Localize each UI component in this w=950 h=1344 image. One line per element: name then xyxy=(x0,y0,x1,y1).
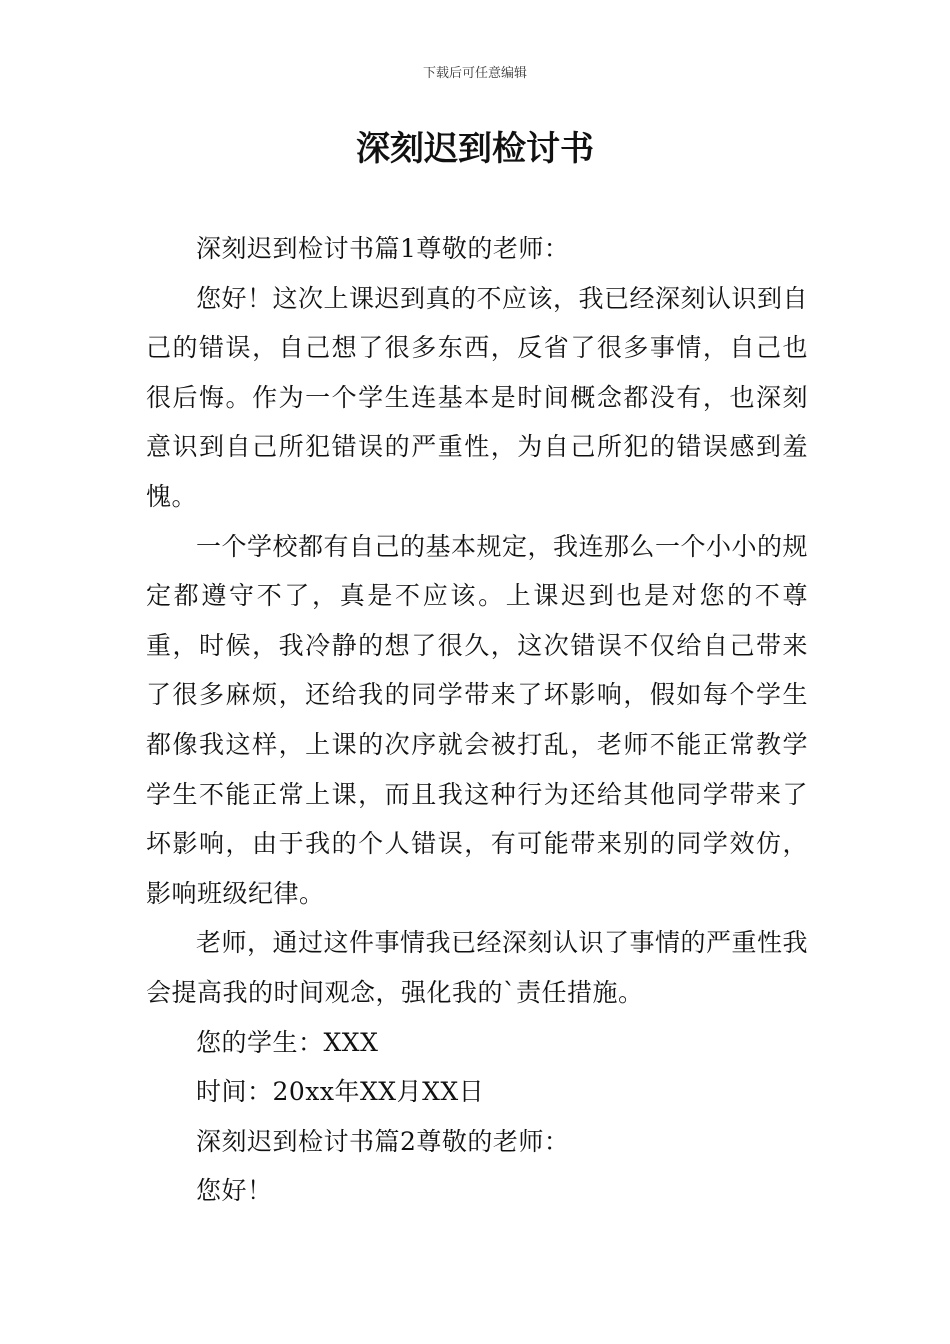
paragraph-greeting-apology: 您好！这次上课迟到真的不应该，我已经深刻认识到自己的错误，自己想了很多东西，反省了很多事情，自己也很后悔。作为一个学生连基本是时间概念都没有，也深刻意识到自己所犯错误的严重性，为自己所犯的错误感到羞愧。 xyxy=(146,283,809,511)
paragraph-school-rules: 一个学校都有自己的基本规定，我连那么一个小小的规定都遵守不了，真是不应该。上课迟到也是对您的不尊重，时候，我冷静的想了很久，这次错误不仅给自己带来了很多麻烦，还给我的同学带来了坏影响，假如每个学生都像我这样，上课的次序就会被打乱，老师不能正常教学学生不能正常上课，而且我这种行为还给其他同学带来了坏影响，由于我的个人错误，有可能带来别的同学效仿，影响班级纪律。 xyxy=(146,531,809,908)
paragraph-date: 时间：20xx年XX月XX日 xyxy=(196,1077,485,1107)
paragraph-salutation-2: 深刻迟到检讨书篇2尊敬的老师： xyxy=(196,1126,570,1156)
paragraph-signature: 您的学生：XXX xyxy=(196,1027,379,1057)
paragraph-salutation-1: 深刻迟到检讨书篇1尊敬的老师： xyxy=(196,234,570,263)
paragraph-commitment: 老师，通过这件事情我已经深刻认识了事情的严重性我会提高我的时间观念，强化我的`责任措施。 xyxy=(146,928,809,1007)
document-title: 深刻迟到检讨书 xyxy=(356,129,594,169)
document-body xyxy=(146,224,808,1216)
header-note: 下载后可任意编辑 xyxy=(422,66,527,81)
paragraph-greeting-2: 您好！ xyxy=(196,1176,273,1206)
